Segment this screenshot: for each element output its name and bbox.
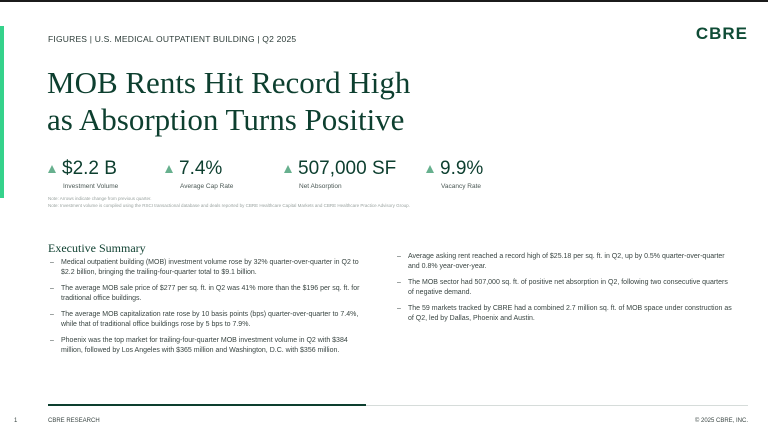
title-line-2: as Absorption Turns Positive: [47, 102, 405, 137]
kpi-value: 9.9%: [440, 158, 484, 179]
note-line: Note: Investment volume is compiled using the RSCI transactional database and deals reported by CBRE Healthcare Capital Markets and CBRE Healthcare Practice Advisory Group.: [48, 202, 410, 208]
kpi-notes: [48, 196, 410, 209]
up-arrow-icon: [165, 165, 173, 173]
accent-bar: [0, 26, 4, 198]
executive-summary-heading: Executive Summary: [48, 241, 146, 255]
footer-rule: [366, 405, 748, 406]
list-item: – The average MOB sale price of $277 per sq. ft. in Q2 was 41% more than the $196 per sq. ft. for traditional office buildings.: [48, 284, 366, 304]
list-item: – Phoenix was the top market for trailing-four-quarter MOB investment volume in Q2 with $384 million, followed by Los Angeles with $365 million and Washington, D.C. with $356 million.: [48, 336, 366, 356]
kpi-label: Investment Volume: [63, 183, 119, 190]
up-arrow-icon: [284, 165, 292, 173]
summary-list-right: [395, 252, 735, 330]
footer-rule-accent: [48, 404, 366, 406]
footer-source: CBRE RESEARCH: [48, 418, 100, 424]
list-item: – Average asking rent reached a record high of $25.18 per sq. ft. in Q2, up by 0.5% quarter-over-quarter and 0.8% year-over-year.: [395, 252, 735, 272]
kpi-average-cap-rate: [165, 158, 233, 190]
note-line: Note: Arrows indicate change from previous quarter.: [48, 196, 152, 201]
up-arrow-icon: [48, 165, 56, 173]
list-item: – Medical outpatient building (MOB) investment volume rose by 32% quarter-over-quarter in Q2 to $2.2 billion, bringing the trailing-four-quarter total to $9.1 billion.: [48, 258, 366, 278]
top-border: [0, 0, 768, 2]
kpi-investment-volume: [48, 158, 118, 190]
kpi-value: 507,000 SF: [298, 158, 397, 179]
footer-copyright: © 2025 CBRE, INC.: [694, 418, 748, 424]
list-item: – The average MOB capitalization rate rose by 10 basis points (bps) quarter-over-quarter to 7.4%, while that of traditional office buildings rose by 5 bps to 7.9%.: [48, 310, 366, 330]
list-item: – The MOB sector had 507,000 sq. ft. of positive net absorption in Q2, following two consecutive quarters of negative demand.: [395, 278, 735, 298]
kpi-vacancy-rate: [426, 158, 483, 190]
up-arrow-icon: [426, 165, 434, 173]
kpi-label: Vacancy Rate: [441, 183, 481, 190]
summary-list-left: [48, 258, 366, 362]
title-line-1: MOB Rents Hit Record High: [47, 65, 411, 100]
page-number: 1: [14, 418, 18, 424]
kpi-row: [48, 158, 568, 198]
kpi-label: Average Cap Rate: [180, 183, 234, 190]
list-item: – The 59 markets tracked by CBRE had a combined 2.7 million sq. ft. of MOB space under construction as of Q2, led by Dallas, Phoenix and Austin.: [395, 304, 735, 324]
kpi-value: $2.2 B: [62, 158, 117, 179]
breadcrumb: FIGURES | U.S. MEDICAL OUTPATIENT BUILDING | Q2 2025: [48, 34, 297, 44]
cbre-logo: CBRE: [695, 24, 748, 43]
kpi-label: Net Absorption: [299, 183, 342, 190]
kpi-value: 7.4%: [179, 158, 223, 179]
kpi-net-absorption: [284, 158, 396, 190]
page-title: [47, 64, 607, 138]
